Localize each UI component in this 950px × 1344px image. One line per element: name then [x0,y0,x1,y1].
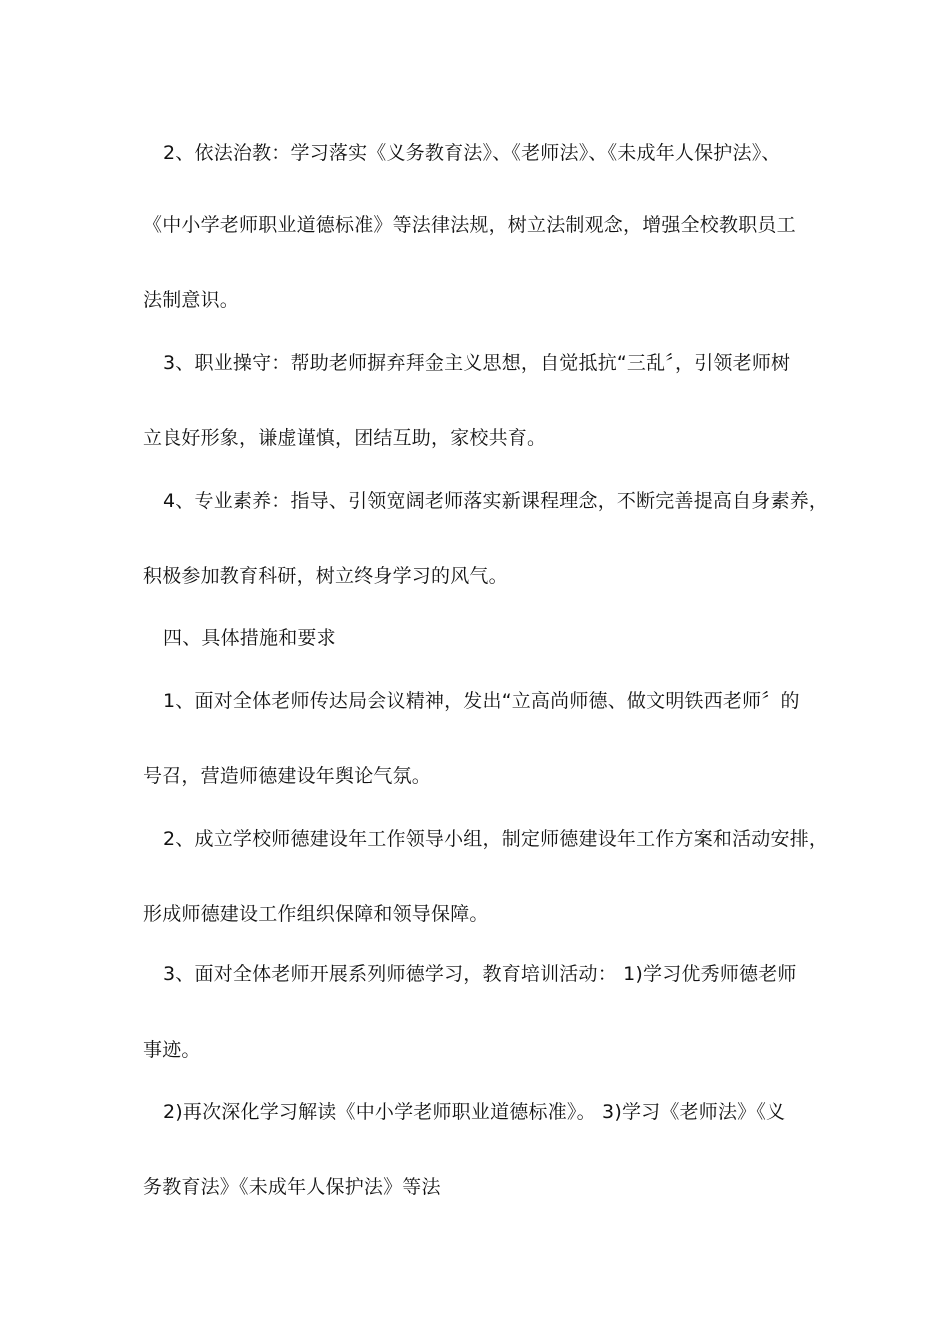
paragraph-line-3: 法制意识。 [143,289,240,311]
paragraph-line-9: 号召，营造师德建设年舆论气氛。 [143,765,432,787]
paragraph-line-5: 立良好形象，谦虚谨慎，团结互助，家校共育。 [143,427,547,449]
paragraph-line-12: 3、面对全体老师开展系列师德学习，教育培训活动： 1)学习优秀师德老师 [163,963,797,985]
paragraph-line-11: 形成师德建设工作组织保障和领导保障。 [143,903,489,925]
section-heading: 四、具体措施和要求 [163,627,336,649]
paragraph-line-10: 2、成立学校师德建设年工作领导小组，制定师德建设年工作方案和活动安排， [163,828,829,850]
paragraph-line-15: 务教育法》《未成年人保护法》等法 [143,1176,441,1198]
paragraph-line-7: 积极参加教育科研，树立终身学习的风气。 [143,565,508,587]
paragraph-line-2: 《中小学老师职业道德标准》等法律法规，树立法制观念，增强全校教职员工 [143,214,796,236]
paragraph-line-4: 3、职业操守：帮助老师摒弃拜金主义思想，自觉抵抗“三乱〞，引领老师树 [163,352,791,374]
paragraph-line-13: 事迹。 [143,1039,201,1061]
paragraph-line-1: 2、依法治教：学习落实《义务教育法》、《老师法》、《未成年人保护法》、 [163,142,781,164]
paragraph-line-14: 2)再次深化学习解读《中小学老师职业道德标准》。 3)学习《老师法》《义 [163,1101,786,1123]
paragraph-line-8: 1、面对全体老师传达局会议精神，发出“立高尚师德、做文明铁西老师〞的 [163,690,800,712]
paragraph-line-6: 4、专业素养：指导、引领宽阔老师落实新课程理念，不断完善提高自身素养， [163,490,829,512]
